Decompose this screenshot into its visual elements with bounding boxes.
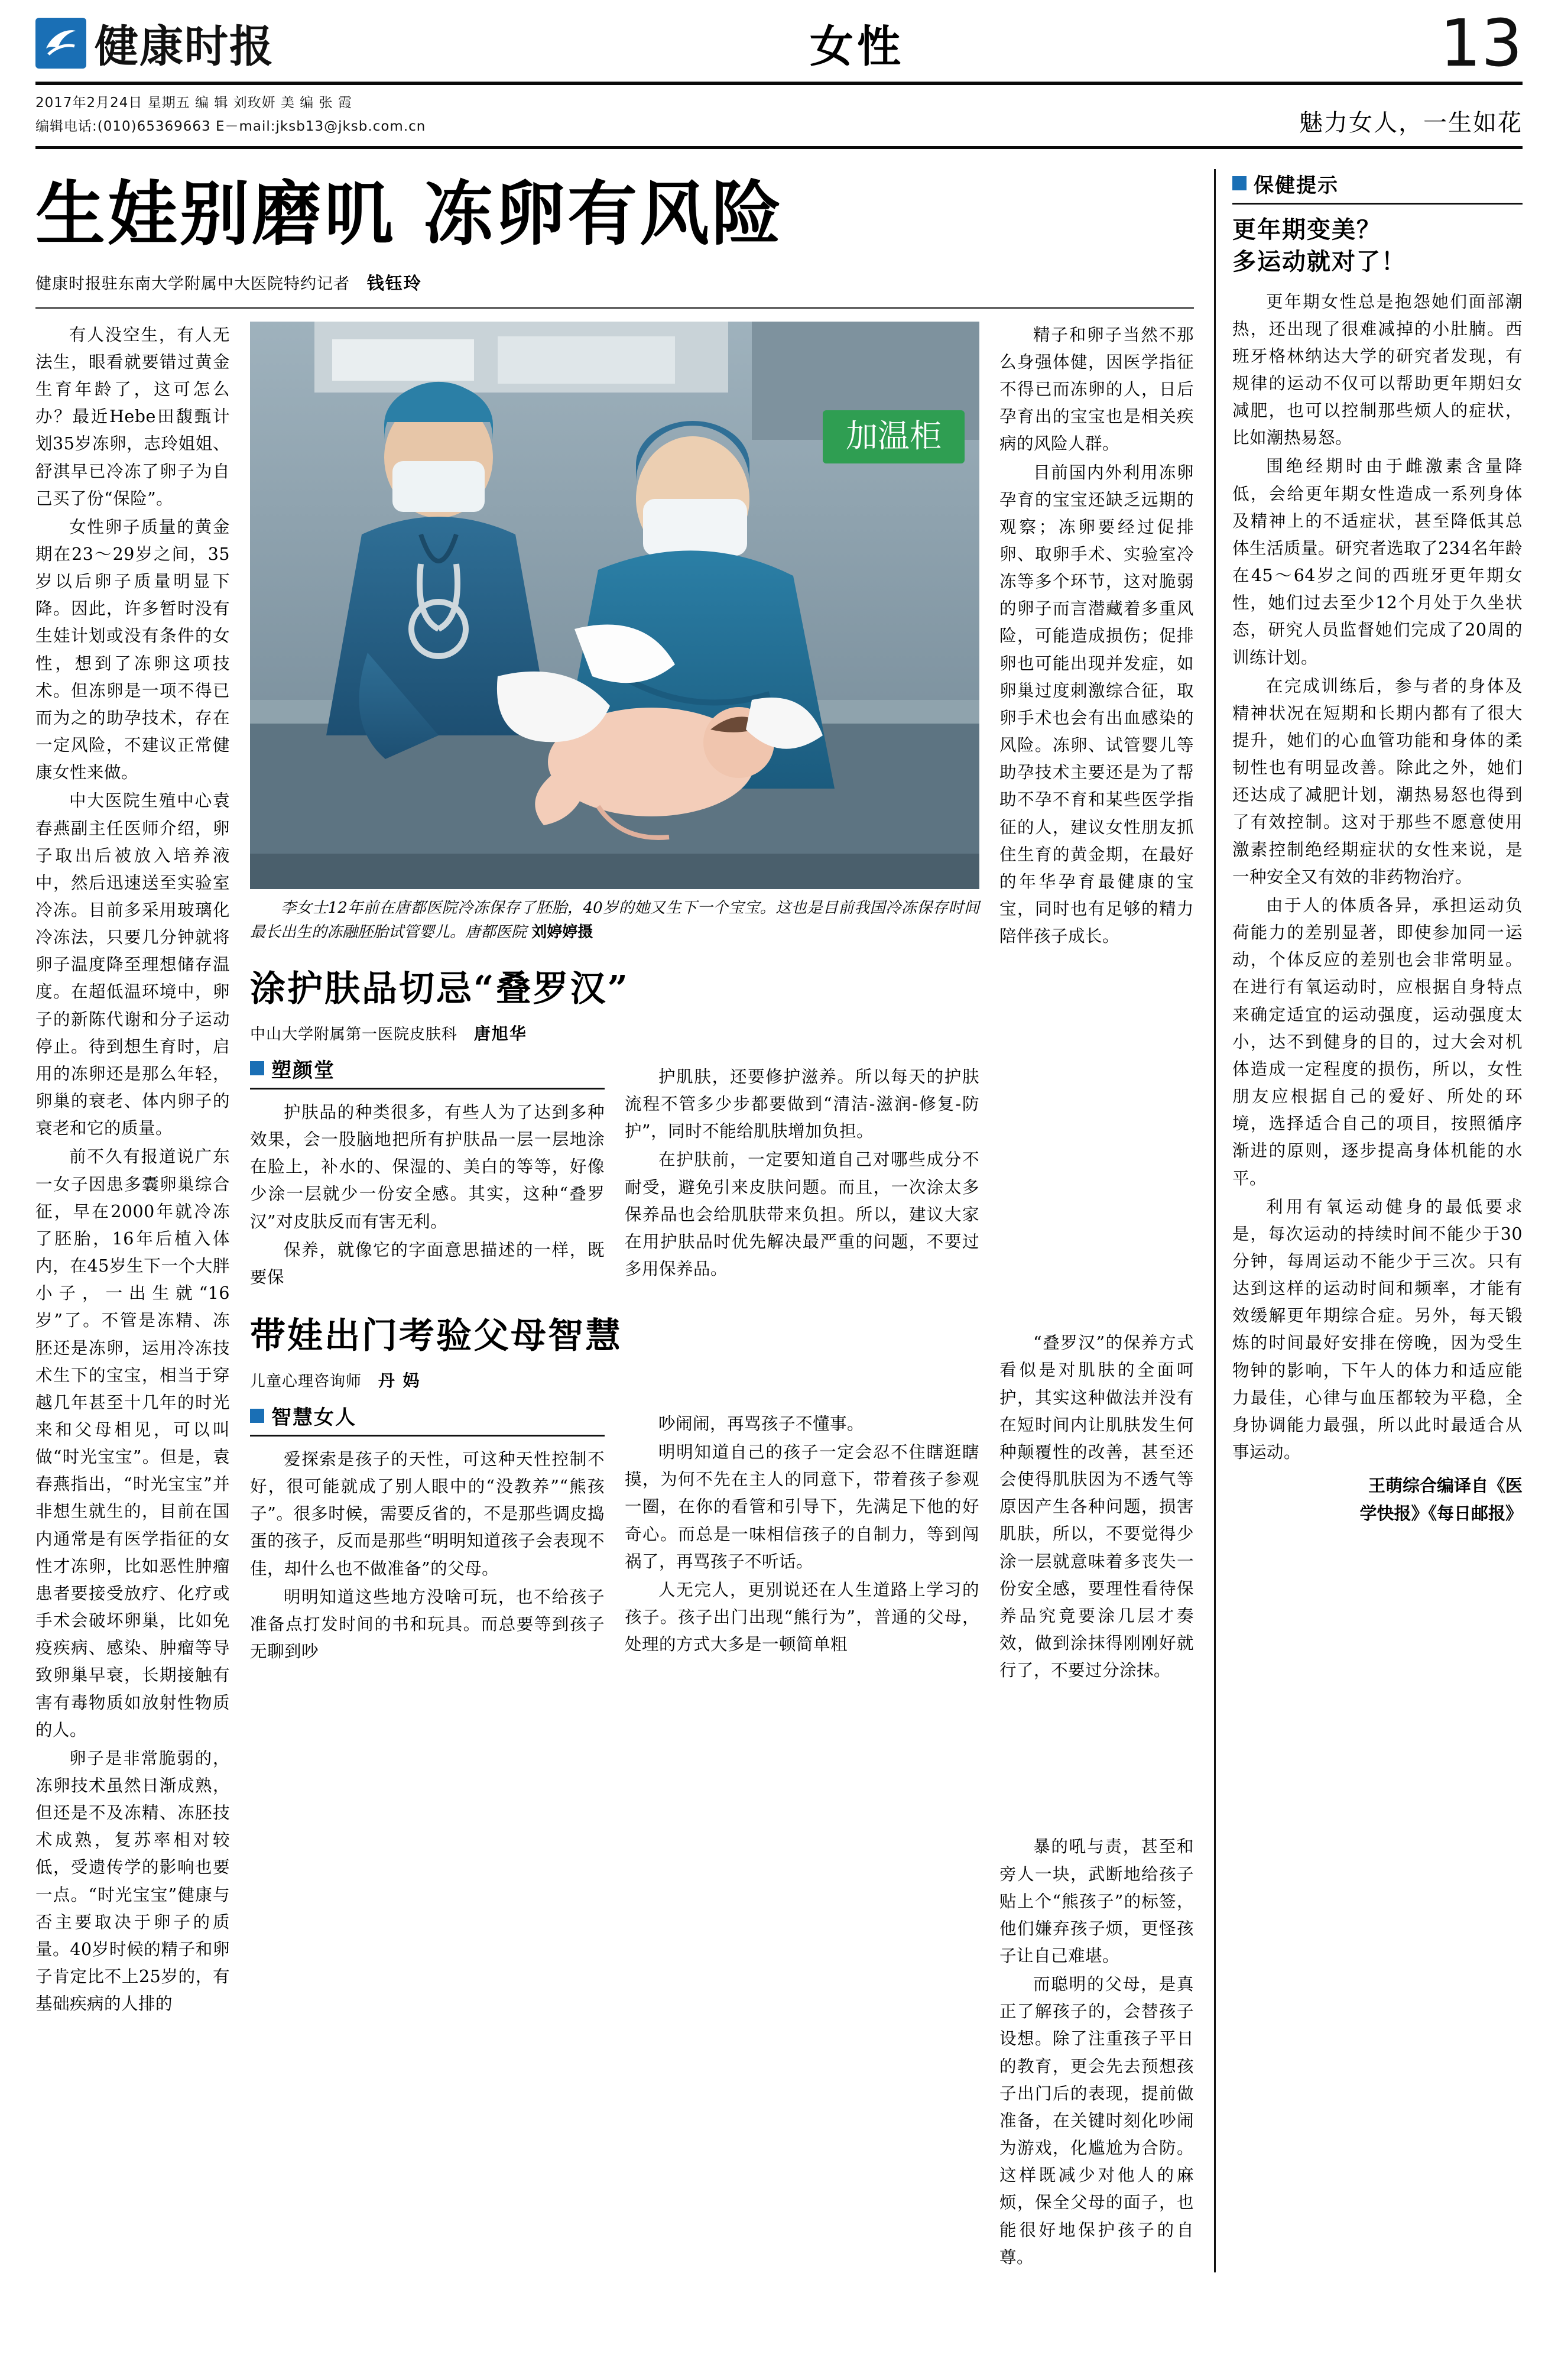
paragraph: 目前国内外利用冻卵孕育的宝宝还缺乏远期的观察；冻卵要经过促排卵、取卵手术、实验室冷冻等多个环节，这对脆弱的卵子而言潜藏着多重风险，可能造成损伤；促排卵也可能出现并发症，如卵巢过度刺激综合征，取卵手术也会有出血感染的风险。冻卵、试管婴儿等助孕技术主要还是为了帮助不孕不育和某些医学指征的人，建议女性朋友抓住生育的黄金期，在最好的年华孕育最健康的宝宝，同时也有足够的精力陪伴孩子成长。 <box>999 462 1194 946</box>
article3-tag-label: 智慧女人 <box>271 1406 356 1430</box>
paragraph: 中大医院生殖中心袁春燕副主任医师介绍，卵子取出后被放入培养液中，然后迅速送至实验室冷冻。目前多采用玻璃化冷冻法，只要几分钟就将卵子温度降至理想储存温度。在超低温环境中，卵子的新陈代谢和分子运动停止。待到想生育时，启用的冻卵还是那么年轻，卵巢的衰老、体内卵子的衰老和它的质量。 <box>35 791 230 1139</box>
rail-credit-line2: 学快报》《每日邮报》 <box>1359 1503 1523 1523</box>
article2-byline-prefix: 中山大学附属第一医院皮肤科 <box>250 1025 458 1043</box>
paragraph: 人无完人，更别说还在人生道路上学习的孩子。孩子出门出现“熊行为”，普通的父母，处理的方式大多是一顿简单粗 <box>625 1580 979 1655</box>
health-tips-rail <box>1214 169 1523 2272</box>
photo-caption <box>250 896 979 945</box>
paragraph: 前不久有报道说广东一女子因患多囊卵巢综合征，早在2000年就冷冻了胚胎，16年后植入体内，在45岁生下一个大胖小子，一出生就“16岁”了。不管是冻精、冻胚还是冻卵，运用冷冻技术生下的宝宝，相当于穿越几年甚至十几年的时光来和父母相见，可以叫做“时光宝宝”。但是，袁春燕指出，“时光宝宝”并非想生就生的，目前在国内通常是有医学指征的女性才冻卵，比如恶性肿瘤患者要接受放疗、化疗或手术会破坏卵巢，比如免疫疾病、感染、肿瘤等导致卵巢早衰，长期接触有害有毒物质如放射性物质的人。 <box>35 1147 230 1740</box>
article2-title: 涂护肤品切忌“叠罗汉” <box>250 968 630 1010</box>
article2-byline-name: 唐旭华 <box>473 1023 527 1043</box>
paragraph: 爱探索是孩子的天性，可这种天性控制不好，很可能就成了别人眼中的“没教养”“熊孩子”。很多时候，需要反省的，不是那些调皮捣蛋的孩子，反而是那些“明明知道孩子会表现不佳，却什么也不做准备”的父母。 <box>250 1450 605 1578</box>
lead-byline-prefix: 健康时报驻东南大学附属中大医院特约记者 <box>35 274 350 293</box>
section-slogan: 魅力女人，一生如花 <box>1299 109 1523 137</box>
square-bullet-icon <box>250 1409 264 1423</box>
rail-headline <box>1232 214 1523 278</box>
lead-byline-name: 钱钰玲 <box>366 273 422 293</box>
caption-credit: 刘婷婷摄 <box>531 923 593 942</box>
lead-center-column <box>250 322 979 2272</box>
rail-section-tag <box>1232 169 1523 205</box>
paragraph: 由于人的体质各异，承担运动负荷能力的差别显著，即使参加同一运动，个体反应的差别也会非常明显。在进行有氧运动时，应根据自身特点来确定适宜的运动强度，运动强度太小，达不到健身的目的，过大会对机体造成一定程度的损伤，所以，女性朋友应根据自己的爱好、所处的环境，选择适合自己的项目，按照循序渐进的原则，逐步提高身体机能的水平。 <box>1232 895 1523 1188</box>
article2-tag-label: 塑颜堂 <box>271 1058 335 1082</box>
paragraph: 而聪明的父母，是真正了解孩子的，会替孩子设想。除了注重孩子平日的教育，更会先去预想孩子出门后的表现，提前做准备，在关键时刻化吵闹为游戏，化尴尬为合防。这样既减少对他人的麻烦，保全父母的面子，也能很好地保护孩子的自尊。 <box>999 1974 1194 2267</box>
bird-logo-icon <box>35 18 86 69</box>
lead-byline <box>35 270 1194 294</box>
article2-column-1 <box>250 1054 605 1292</box>
rail-credit <box>1232 1472 1523 1527</box>
masthead <box>35 0 1523 85</box>
paragraph: 女性卵子质量的黄金期在23～29岁之间，35岁以后卵子质量明显下降。因此，许多暂时没有生娃计划或没有条件的女性，想到了冻卵这项技术。但冻卵是一项不得已而为之的助孕技术，存在一定风险，不建议正常健康女性来做。 <box>35 517 230 783</box>
page-content <box>35 149 1523 2272</box>
article3-column-2 <box>625 1401 979 1666</box>
paragraph: 利用有氧运动健身的最低要求是，每次运动的持续时间不能少于30分钟，每周运动不能少于三次。只有达到这样的运动时间和频率，才能有效缓解更年期综合症。另外，每天锻炼的时间最好安排在傍晚，因为受生物钟的影响，下午人的体力和适应能力最佳，心律与血压都较为平稳，全身协调能力最强，所以此时最适合从事运动。 <box>1232 1197 1523 1463</box>
article3-section-tag <box>250 1401 605 1437</box>
lead-column-1 <box>35 322 230 2272</box>
section-title: 女性 <box>810 21 904 72</box>
article3-byline <box>250 1368 979 1392</box>
lead-columns <box>35 322 1194 2272</box>
editor-contact: 编辑电话:(010)65369663 E－mail:jksb13@jksb.com.cn <box>35 119 426 135</box>
rail-credit-line1: 王萌综合编译自《医 <box>1368 1476 1523 1496</box>
page-number: 13 <box>1440 5 1523 81</box>
square-bullet-icon <box>1232 176 1247 190</box>
rail-tag-label: 保健提示 <box>1254 173 1339 197</box>
rail-headline-line1: 更年期变美？ <box>1232 215 1381 244</box>
logo-text: 健康时报 <box>95 21 274 72</box>
issue-info-left <box>35 91 426 139</box>
lead-column-3 <box>999 322 1194 2272</box>
article2-column-2 <box>625 1054 979 1292</box>
headline-part-1: 生娃别磨叽 <box>35 172 397 255</box>
article2-byline <box>250 1021 979 1045</box>
paragraph: 保养，就像它的字面意思描述的一样，既要保 <box>250 1240 605 1287</box>
article3-title: 带娃出门考验父母智慧 <box>250 1315 622 1357</box>
paragraph: 明明知道这些地方没啥可玩，也不给孩子准备点打发时间的书和玩具。而总要等到孩子无聊到吵 <box>250 1587 605 1662</box>
square-bullet-icon <box>250 1061 264 1075</box>
issue-date-editors: 2017年2月24日 星期五 编 辑 刘玫妍 美 编 张 霞 <box>35 95 352 111</box>
paragraph: “叠罗汉”的保养方式看似是对肌肤的全面呵护，其实这种做法并没有在短时间内让肌肤发生何种颠覆性的改善，甚至还会使得肌肤因为不透气等原因产生各种问题，损害肌肤，所以，不要觉得少涂一层就意味着多丧失一份安全感，要理性看待保养品究竟要涂几层才奏效，做到涂抹得刚刚好就行了，不要过分涂抹。 <box>999 1333 1194 1681</box>
article2-columns <box>250 1054 979 1292</box>
paragraph: 明明知道自己的孩子一定会忍不住瞎逛瞎摸，为何不先在主人的同意下，带着孩子参观一圈，在你的看管和引导下，先满足下他的好奇心。而总是一味相信孩子的自制力，等到闯祸了，再骂孩子不听话。 <box>625 1442 979 1571</box>
paragraph: 护肤品的种类很多，有些人为了达到多种效果，会一股脑地把所有护肤品一层一层地涂在脸上，补水的、保湿的、美白的等等，好像少涂一层就少一份安全感。其实，这种“叠罗汉”对皮肤反而有害无利。 <box>250 1102 605 1231</box>
caption-text: 李女士12年前在唐都医院冷冻保存了胚胎，40岁的她又生下一个宝宝。这也是目前我国冷冻保存时间最长出生的冻融胚胎试管婴儿。唐都医院 <box>250 899 979 942</box>
paragraph: 吵闹闹，再骂孩子不懂事。 <box>658 1414 865 1434</box>
paragraph: 暴的吼与责，甚至和旁人一块，武断地给孩子贴上个“熊孩子”的标签，他们嫌弃孩子烦，更怪孩子让自己难堪。 <box>999 1837 1194 1966</box>
article3-byline-name: 丹 妈 <box>378 1371 421 1391</box>
issue-info-bar <box>35 85 1523 149</box>
paragraph: 在护肤前，一定要知道自己对哪些成分不耐受，避免引来皮肤问题。而且，一次涂太多保养品也会给肌肤带来负担。所以，建议大家在用护肤品时优先解决最严重的问题，不要过多用保养品。 <box>625 1150 979 1279</box>
article3-byline-prefix: 儿童心理咨询师 <box>250 1373 362 1391</box>
article2-section-tag <box>250 1054 605 1090</box>
paragraph: 有人没空生，有人无法生，眼看就要错过黄金生育年龄了，这可怎么办？最近Hebe田馥甄计划35岁冻卵，志玲姐姐、舒淇早已冷冻了卵子为自己买了份“保险”。 <box>35 325 230 508</box>
paragraph: 更年期女性总是抱怨她们面部潮热，还出现了很难减掉的小肚腩。西班牙格林纳达大学的研究者发现，有规律的运动不仅可以帮助更年期妇女减肥，也可以控制那些烦人的症状，比如潮热易怒。 <box>1232 291 1523 448</box>
main-article-zone <box>35 169 1194 2272</box>
paragraph: 精子和卵子当然不那么身强体健，因医学指征不得已而冻卵的人，日后孕育出的宝宝也是相关疾病的风险人群。 <box>999 325 1194 454</box>
headline-part-2: 冻卵有风险 <box>423 172 784 255</box>
lead-headline <box>35 173 1194 255</box>
article3-column-1 <box>250 1401 605 1666</box>
ivf-embryo-lab-photo <box>250 322 979 889</box>
paragraph: 卵子是非常脆弱的，冻卵技术虽然日渐成熟，但还是不及冻精、冻胚技术成熟，复苏率相对较低，受遗传学的影响也要一点。“时光宝宝”健康与否主要取决于卵子的质量。40岁时候的精子和卵子肯定比不上25岁的，有基础疾病的人排的 <box>35 1748 230 2014</box>
rail-headline-line2: 多运动就对了！ <box>1232 247 1406 275</box>
paragraph: 在完成训练后，参与者的身体及精神状况在短期和长期内都有了很大提升，她们的心血管功能和身体的柔韧性也有明显改善。除此之外，她们还达成了减肥计划，潮热易怒也得到了有效控制。这对于那些不愿意使用激素控制绝经期症状的女性来说，是一种安全又有效的非药物治疗。 <box>1232 676 1523 887</box>
article3-columns <box>250 1401 979 1666</box>
lead-photo-block <box>250 322 979 945</box>
paragraph: 围绝经期时由于雌激素含量降低，会给更年期女性造成一系列身体及精神上的不适症状，甚至降低其总体生活质量。研究者选取了234名年龄在45～64岁之间的西班牙更年期女性，她们过去至少12个月处于久坐状态，研究人员监督她们完成了20周的训练计划。 <box>1232 456 1523 667</box>
svg-text:加温柜: 加温柜 <box>846 417 942 455</box>
publication-logo <box>35 12 274 74</box>
paragraph: 护肌肤，还要修护滋养。所以每天的护肤流程不管多少步都要做到“清洁-滋润-修复-防护”，同时不能给肌肤增加负担。 <box>625 1066 979 1142</box>
divider <box>35 307 1194 309</box>
